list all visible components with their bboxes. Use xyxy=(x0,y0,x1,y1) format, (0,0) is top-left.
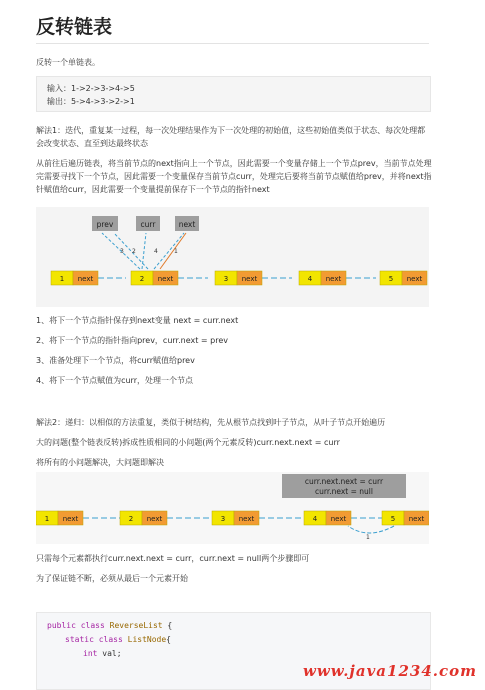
node-5-next: next xyxy=(408,515,425,523)
node-2-value: 2 xyxy=(128,515,134,523)
solution2-heading: 解法2：递归：以相似的方法重复，类似于树结构，先从根节点找到叶子节点，从叶子节点开始遍历 xyxy=(36,418,386,427)
code-line-2: static class ListNode{ xyxy=(65,635,171,644)
code-line-1: public class ReverseList { xyxy=(47,621,173,630)
node-5-next: next xyxy=(406,275,423,283)
node-2-next: next xyxy=(146,515,163,523)
arrow-num-4: 4 xyxy=(154,248,158,255)
node-2 xyxy=(131,271,178,285)
recursion-diagram xyxy=(36,472,429,544)
node-4-value: 4 xyxy=(307,275,313,283)
iteration-diagram xyxy=(36,207,429,307)
node-1-next: next xyxy=(77,275,94,283)
solution2-after-1: 只需每个元素都执行curr.next.next = curr，curr.next = null两个步骤即可 xyxy=(36,554,310,563)
step-1: 1、将下一个节点指针保存到next变量 next = curr.next xyxy=(36,316,239,325)
intro-text: 反转一个单链表。 xyxy=(36,58,100,67)
node-1-value: 1 xyxy=(44,515,50,523)
node-5 xyxy=(382,511,429,525)
pointer-prev xyxy=(92,216,118,231)
solution2-line3: 将所有的小问题解决，大问题即解决 xyxy=(36,458,164,467)
step-3: 3、准备处理下一个节点，将curr赋值给prev xyxy=(36,356,195,365)
arrow-num-1: 1 xyxy=(174,248,178,255)
note-line-2: curr.next = null xyxy=(315,487,373,496)
node-3-value: 3 xyxy=(223,275,229,283)
node-5-value: 5 xyxy=(390,515,396,523)
pointer-curr xyxy=(136,216,160,231)
code-line-3: int val; xyxy=(83,649,122,658)
step-4: 4、将下一个节点赋值为curr，处理一个节点 xyxy=(36,376,193,385)
node-4-next: next xyxy=(330,515,347,523)
page-title: 反转链表 xyxy=(36,16,113,38)
node-5 xyxy=(380,271,427,285)
node-4-value: 4 xyxy=(312,515,318,523)
node-1 xyxy=(51,271,98,285)
example-output: 输出：5->4->3->2->1 xyxy=(47,97,135,106)
node-3-next: next xyxy=(238,515,255,523)
recursion-note xyxy=(282,474,406,498)
node-3 xyxy=(212,511,259,525)
title-divider xyxy=(36,43,429,44)
solution1-description: 从前往后遍历链表，将当前节点的next指向上一个节点，因此需要一个变量存储上一个节点prev，当前节点处理完需要寻找下一个节点，因此需要一个变量保存当前节点curr，处理完后要将当前节点赋值给prev，并将next指针赋值给curr，因此需要一个变量提前保存下一个节点的指针next xyxy=(36,159,432,194)
node-1-value: 1 xyxy=(59,275,65,283)
node-3-value: 3 xyxy=(220,515,226,523)
node-4 xyxy=(304,511,351,525)
node-1 xyxy=(36,511,83,525)
pointer-prev-label: prev xyxy=(96,220,114,229)
node-5-value: 5 xyxy=(388,275,394,283)
example-box xyxy=(36,76,431,112)
node-2 xyxy=(120,511,167,525)
node-1-next: next xyxy=(62,515,79,523)
note-line-1: curr.next.next = curr xyxy=(304,477,384,486)
pointer-next-label: next xyxy=(178,220,196,229)
solution2-line2: 大的问题(整个链表反转)拆成性质相同的小问题(两个元素反转)curr.next.next = curr xyxy=(36,438,340,447)
solution2-after-2: 为了保证链不断，必须从最后一个元素开始 xyxy=(36,574,188,583)
arrow-num-3: 3 xyxy=(120,248,124,255)
arrow-num-2: 2 xyxy=(132,248,136,255)
pointer-next xyxy=(175,216,199,231)
node-4-next: next xyxy=(325,275,342,283)
node-4 xyxy=(299,271,346,285)
example-input: 输入：1->2->3->4->5 xyxy=(47,84,135,93)
node-2-next: next xyxy=(157,275,174,283)
node-3-next: next xyxy=(241,275,258,283)
watermark: www.java1234.com xyxy=(302,662,477,680)
node-2-value: 2 xyxy=(139,275,145,283)
node-3 xyxy=(215,271,262,285)
reverse-arrow-num: 1 xyxy=(366,534,370,541)
solution1-heading: 解法1：迭代，重复某一过程，每一次处理结果作为下一次处理的初始值，这些初始值类似于状态、每次处理都会改变状态、直至到达最终状态 xyxy=(36,126,426,148)
step-2: 2、将下一个节点的指针指向prev，curr.next = prev xyxy=(36,336,229,345)
pointer-curr-label: curr xyxy=(140,220,156,229)
